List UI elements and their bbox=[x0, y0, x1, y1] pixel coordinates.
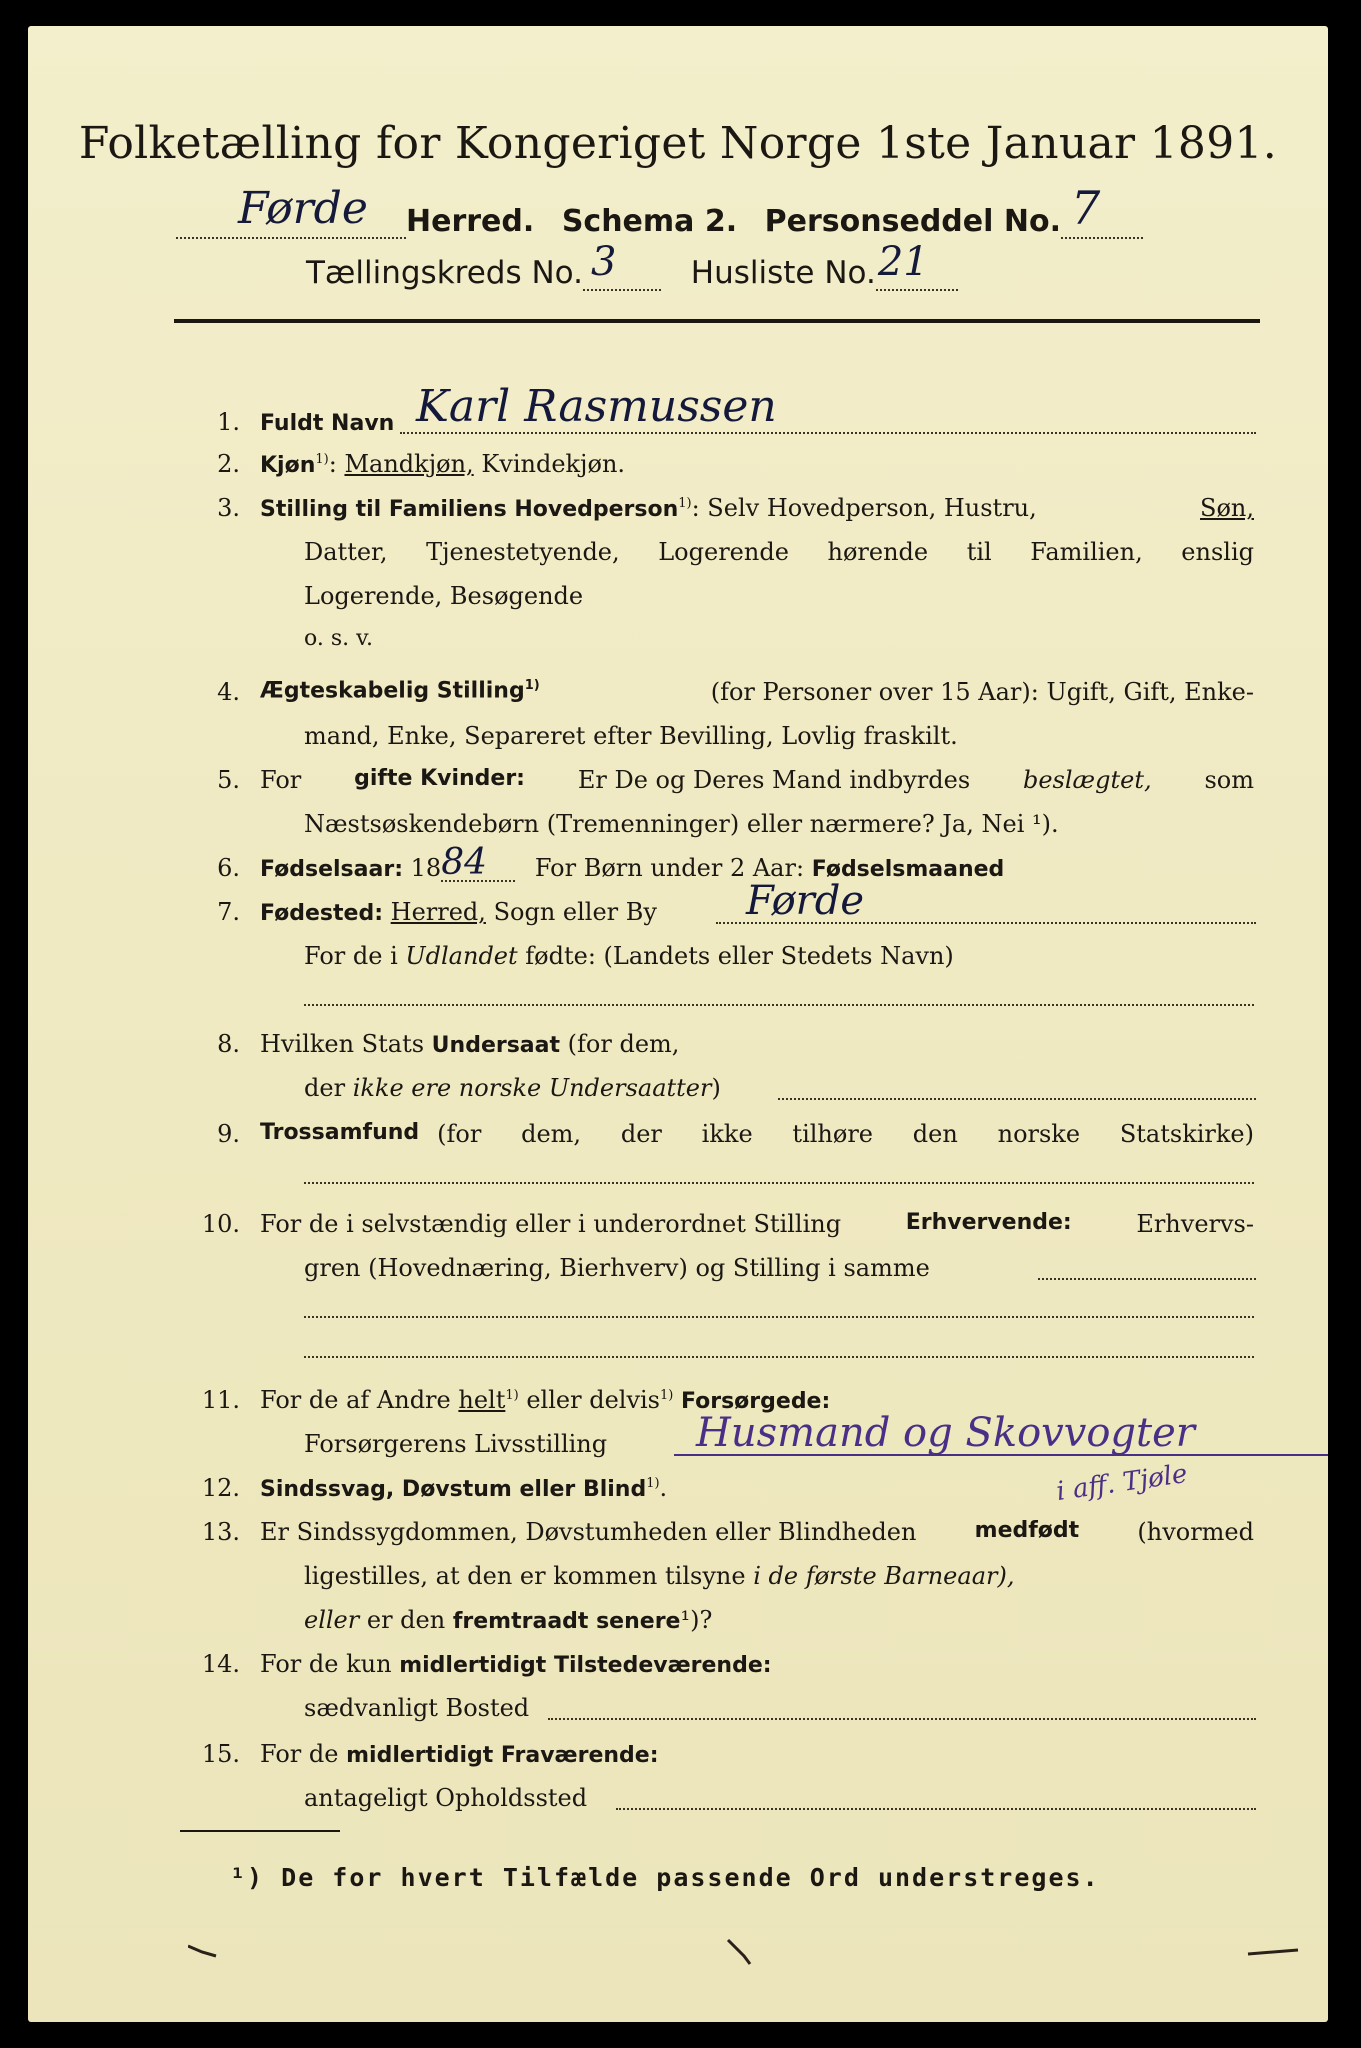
item-14-number: 14. bbox=[201, 1650, 240, 1678]
personseddel-field bbox=[1061, 181, 1143, 239]
item-2-sup: 1) bbox=[315, 452, 329, 467]
item-8-line-1 bbox=[260, 1030, 679, 1058]
item-7-line-2a: For de i bbox=[304, 942, 398, 970]
item-7-rest: Sogn eller By bbox=[493, 898, 657, 926]
kreds-line bbox=[306, 239, 958, 291]
option-helt: helt bbox=[458, 1386, 506, 1414]
item-11-forsorgede: Forsørgede: bbox=[680, 1389, 831, 1414]
item-15-line-2: antageligt Opholdssted bbox=[304, 1784, 588, 1812]
item-7-label: Fødested: bbox=[260, 901, 383, 926]
item-3-line-4: o. s. v. bbox=[304, 626, 373, 651]
form-title: Folketælling for Kongeriget Norge 1ste Januar 1891. bbox=[78, 118, 1278, 169]
item-12-label: Sindssvag, Døvstum eller Blind bbox=[260, 1477, 647, 1502]
item-7-line-2c: fødte: (Landets eller Stedets Navn) bbox=[525, 942, 954, 970]
item-8-line-2 bbox=[304, 1074, 721, 1102]
item-9 bbox=[260, 1120, 1254, 1148]
husliste-value: 21 bbox=[877, 239, 929, 285]
herred-value: Førde bbox=[238, 183, 368, 234]
item-2 bbox=[260, 450, 625, 478]
personseddel-value: 7 bbox=[1070, 181, 1101, 235]
herred-field bbox=[176, 183, 406, 239]
option-kvindekjon: Kvindekjøn. bbox=[481, 450, 626, 478]
husliste-label: Husliste No. bbox=[690, 255, 876, 291]
personseddel-label: Personseddel No. bbox=[764, 204, 1061, 239]
item-4-options: (for Personer over 15 Aar): Ugift, Gift, Enke- bbox=[710, 678, 1254, 706]
item-1-label: Fuldt Navn bbox=[260, 411, 395, 436]
option-mandkjon: Mandkjøn, bbox=[344, 450, 474, 478]
item-3-label: Stilling til Familiens Hovedperson bbox=[260, 497, 679, 522]
option-herred: Herred, bbox=[390, 898, 486, 926]
birth-year-prefix: 18 bbox=[410, 854, 442, 882]
item-3-sup: 1) bbox=[678, 496, 692, 511]
item-8-line-1c: (for dem, bbox=[567, 1030, 680, 1058]
occupation-field-2 bbox=[304, 1316, 1254, 1318]
item-15-pre: For de bbox=[260, 1740, 339, 1768]
item-11-sup: 1) bbox=[505, 1388, 519, 1403]
item-10-erhvervende: Erhvervende: bbox=[905, 1210, 1072, 1235]
item-3-line-2: Datter, Tjenestetyende, Logerende hørende til Familien, enslig bbox=[304, 538, 1254, 566]
item-10-number: 10. bbox=[201, 1210, 240, 1238]
item-5-beslaegtet: beslægtet, bbox=[1022, 766, 1152, 794]
item-14-label: midlertidigt Tilstedeværende: bbox=[399, 1653, 772, 1678]
provider-note: i aff. Tjøle bbox=[1054, 1458, 1190, 1508]
item-8-number: 8. bbox=[217, 1030, 240, 1058]
item-13-line-2a: ligestilles, at den er kommen tilsyne bbox=[304, 1562, 746, 1590]
item-13-number: 13. bbox=[201, 1518, 240, 1546]
item-6-mid: For Børn under 2 Aar: bbox=[534, 854, 805, 882]
item-2-label: Kjøn bbox=[260, 453, 316, 478]
item-13-fremtraadt: fremtraadt senere bbox=[452, 1609, 681, 1634]
residence-field bbox=[548, 1718, 1256, 1720]
item-2-number: 2. bbox=[217, 450, 240, 478]
item-8-line-1a: Hvilken Stats bbox=[260, 1030, 425, 1058]
item-6 bbox=[260, 842, 1005, 883]
item-4-line-2: mand, Enke, Separeret efter Bevilling, Lovlig fraskilt. bbox=[304, 722, 958, 750]
header-rule bbox=[174, 319, 1260, 323]
item-10-line-1a: For de i selvstændig eller i underordnet Stilling bbox=[260, 1210, 842, 1238]
item-6-label: Fødselsaar: bbox=[260, 857, 403, 882]
item-13-medfodt: medfødt bbox=[974, 1518, 1080, 1543]
item-4-line-1 bbox=[260, 678, 1254, 706]
item-4-number: 4. bbox=[217, 678, 240, 706]
census-form-page bbox=[28, 26, 1328, 2022]
item-5-line-2: Næstsøskendebørn (Tremenninger) eller nærmere? Ja, Nei ¹). bbox=[304, 810, 1059, 838]
item-3-line-1 bbox=[260, 494, 1254, 522]
item-10-line-1 bbox=[260, 1210, 1254, 1238]
item-13-line-3b: er den bbox=[366, 1606, 446, 1634]
herred-line bbox=[176, 181, 1143, 239]
item-13-hvormed: (hvormed bbox=[1137, 1518, 1254, 1546]
item-9-label: Trossamfund bbox=[260, 1120, 420, 1145]
item-12 bbox=[260, 1474, 667, 1502]
item-3-options: : Selv Hovedperson, Hustru, bbox=[691, 494, 1037, 522]
item-7-line-2 bbox=[304, 942, 954, 970]
item-11-number: 11. bbox=[201, 1386, 240, 1414]
item-13-line-1 bbox=[260, 1518, 1254, 1546]
whereabouts-field bbox=[616, 1808, 1256, 1810]
item-13-line-3 bbox=[304, 1606, 712, 1634]
schema-label: Schema 2. bbox=[561, 204, 738, 239]
item-10-erhvervs: Erhvervs- bbox=[1136, 1210, 1254, 1238]
item-5-som: som bbox=[1204, 766, 1254, 794]
kreds-field bbox=[583, 239, 661, 291]
item-8-line-2b: ikke ere norske Undersaatter bbox=[352, 1074, 712, 1102]
item-5-label: gifte Kvinder: bbox=[354, 766, 525, 791]
item-14-pre: For de kun bbox=[260, 1650, 392, 1678]
kreds-value: 3 bbox=[590, 239, 617, 285]
item-11-sup-2: 1) bbox=[660, 1388, 674, 1403]
item-15-number: 15. bbox=[201, 1740, 240, 1768]
item-6-number: 6. bbox=[217, 854, 240, 882]
item-3-line-3: Logerende, Besøgende bbox=[304, 582, 584, 610]
item-8-line-2a: der bbox=[304, 1074, 346, 1102]
footnote: ¹) De for hvert Tilfælde passende Ord understreges. bbox=[230, 1863, 1100, 1892]
item-1 bbox=[260, 408, 394, 436]
footnote-rule bbox=[180, 1830, 340, 1832]
citizenship-field bbox=[778, 1098, 1256, 1100]
birth-year-field bbox=[441, 842, 515, 883]
item-5-question: Er De og Deres Mand indbyrdes bbox=[577, 766, 971, 794]
item-11-line-2: Forsørgerens Livsstilling bbox=[304, 1430, 608, 1458]
item-5-line-1 bbox=[260, 766, 1254, 794]
item-15-label: midlertidigt Fraværende: bbox=[346, 1743, 659, 1768]
item-11-line-1b: eller delvis bbox=[526, 1386, 660, 1414]
item-5-pre: For bbox=[260, 766, 302, 794]
item-8-undersaat: Undersaat bbox=[431, 1033, 561, 1058]
herred-label: Herred. bbox=[406, 204, 535, 239]
birthplace-value: Førde bbox=[746, 878, 865, 924]
item-7-number: 7. bbox=[217, 898, 240, 926]
item-4-label bbox=[260, 678, 540, 706]
item-4-sup: 1) bbox=[524, 678, 540, 693]
husliste-field bbox=[876, 239, 958, 291]
occupation-field-3 bbox=[304, 1356, 1254, 1358]
kreds-label: Tællingskreds No. bbox=[306, 255, 583, 291]
item-1-number: 1. bbox=[217, 408, 240, 436]
item-7-udlandet: Udlandet bbox=[405, 942, 518, 970]
item-2-colon: : bbox=[328, 450, 337, 478]
item-4-label-text: Ægteskabelig Stilling bbox=[260, 678, 525, 704]
foreign-birthplace-field bbox=[304, 1004, 1254, 1006]
item-13-line-1a: Er Sindssygdommen, Døvstumheden eller Blindheden bbox=[260, 1518, 917, 1546]
occupation-field-1 bbox=[1038, 1278, 1256, 1280]
birth-year-value: 84 bbox=[441, 842, 487, 883]
item-10-line-2: gren (Hovednæring, Bierhverv) og Stilling i samme bbox=[304, 1254, 930, 1282]
provider-occupation-value: Husmand og Skovvogter bbox=[696, 1410, 1195, 1456]
name-value: Karl Rasmussen bbox=[416, 381, 777, 432]
item-1-field bbox=[400, 432, 1256, 434]
item-8-line-2c: ) bbox=[711, 1074, 721, 1102]
item-13-line-2 bbox=[304, 1562, 1014, 1590]
item-12-end: . bbox=[659, 1474, 668, 1502]
item-9-number: 9. bbox=[217, 1120, 240, 1148]
item-12-sup: 1) bbox=[646, 1476, 660, 1491]
item-15-line-1 bbox=[260, 1740, 659, 1768]
item-11-line-1a: For de af Andre bbox=[260, 1386, 451, 1414]
religion-field bbox=[304, 1182, 1254, 1184]
item-13-line-2b: i de første Barneaar), bbox=[753, 1562, 1015, 1590]
option-son: Søn, bbox=[1200, 494, 1254, 522]
item-9-rest: (for dem, der ikke tilhøre den norske Statskirke) bbox=[437, 1120, 1254, 1148]
item-14-line-1 bbox=[260, 1650, 772, 1678]
item-6-label-2: Fødselsmaaned bbox=[811, 857, 1005, 882]
stray-marks bbox=[188, 1926, 1308, 1986]
item-7 bbox=[260, 898, 657, 926]
item-13-eller: eller bbox=[304, 1606, 360, 1634]
item-14-line-2: sædvanligt Bosted bbox=[304, 1694, 530, 1722]
item-12-number: 12. bbox=[201, 1474, 240, 1502]
item-5-number: 5. bbox=[217, 766, 240, 794]
item-13-line-3d: ¹)? bbox=[680, 1606, 713, 1634]
item-3-number: 3. bbox=[217, 494, 240, 522]
